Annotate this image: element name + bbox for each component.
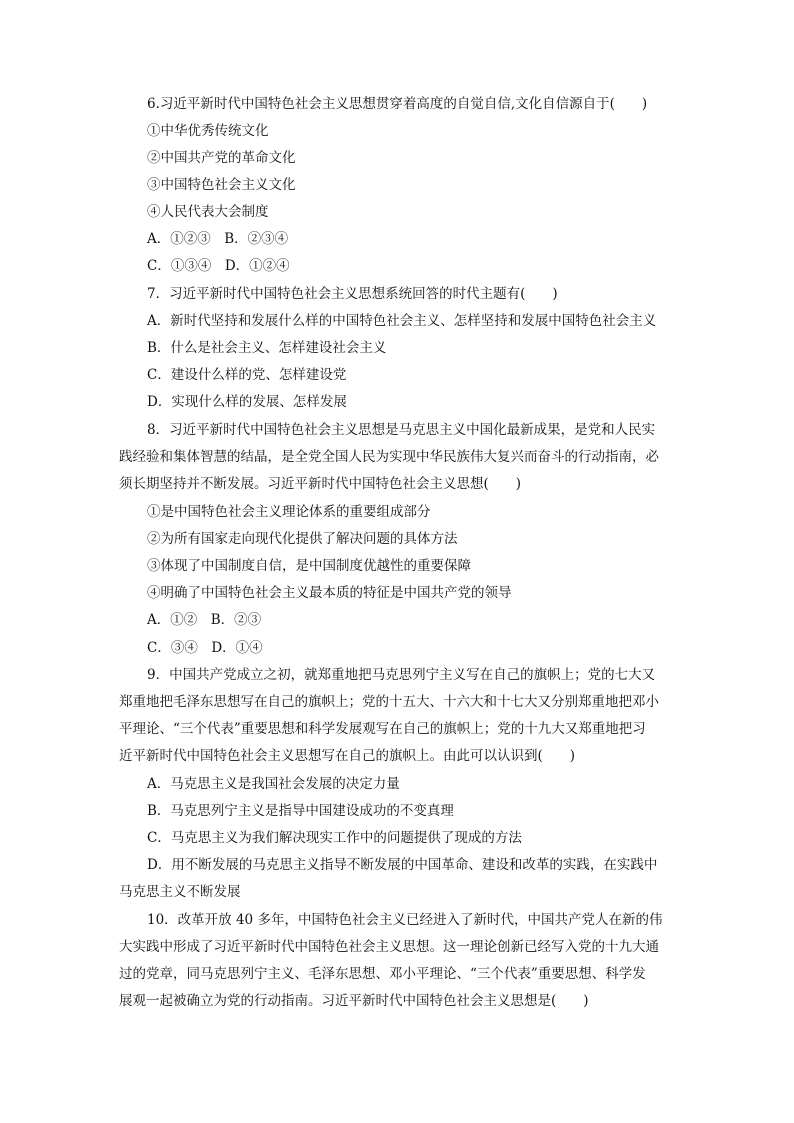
question-stem: 须长期坚持并不断发展。习近平新时代中国特色社会主义思想( ) [119,476,522,492]
statement-item: ①是中国特色社会主义理论体系的重要组成部分 [147,504,431,520]
question-stem: 展观一起被确立为党的行动指南。习近平新时代中国特色社会主义思想是( ) [119,993,589,1009]
statement-item: ④明确了中国特色社会主义最本质的特征是中国共产党的领导 [147,585,512,601]
answer-option: B．马克思列宁主义是指导中国建设成功的不变真理 [147,803,454,819]
question-stem: 9．中国共产党成立之初，就郑重地把马克思列宁主义写在自己的旗帜上；党的七大又 [147,667,656,683]
question-stem: 平理论、“三个代表”重要思想和科学发展观写在自己的旗帜上；党的十九大又郑重地把习 [119,721,646,737]
question-stem: 郑重地把毛泽东思想写在自己的旗帜上；党的十五大、十六大和十七大又分别郑重地把邓小 [119,694,659,710]
question-stem: 大实践中形成了习近平新时代中国特色社会主义思想。这一理论创新已经写入党的十九大通 [119,939,659,955]
answer-options: A．①② B．②③ [147,612,262,628]
statement-item: ②为所有国家走向现代化提供了解决问题的具体方法 [147,531,458,547]
question-stem: 近平新时代中国特色社会主义思想写在自己的旗帜上。由此可以认识到( ) [119,748,576,764]
question-stem: 8．习近平新时代中国特色社会主义思想是马克思主义中国化最新成果，是党和人民实 [147,422,656,438]
answer-options: C．①③④ D．①②④ [147,258,290,274]
question-stem: 6.习近平新时代中国特色社会主义思想贯穿着高度的自觉自信,文化自信源自于( ) [147,96,648,112]
answer-options: C．③④ D．①④ [147,640,263,656]
statement-item: ③中国特色社会主义文化 [147,177,296,193]
answer-option: C．马克思主义为我们解决现实工作中的问题提供了现成的方法 [147,830,522,846]
answer-option: C．建设什么样的党、怎样建设党 [147,367,347,383]
answer-option: A．马克思主义是我国社会发展的决定力量 [147,776,400,792]
question-stem: 过的党章，同马克思列宁主义、毛泽东思想、邓小平理论、“三个代表”重要思想、科学发 [119,966,646,982]
statement-item: ②中国共产党的革命文化 [147,150,296,166]
answer-options: A．①②③ B．②③④ [147,231,289,247]
answer-option: A．新时代坚持和发展什么样的中国特色社会主义、怎样坚持和发展中国特色社会主义 [147,313,657,329]
answer-option: B．什么是社会主义、怎样建设社会主义 [147,340,387,356]
answer-option: D．实现什么样的发展、怎样发展 [147,394,347,410]
statement-item: ①中华优秀传统文化 [147,123,269,139]
answer-option: D．用不断发展的马克思主义指导不断发展的中国革命、建设和改革的实践，在实践中 [147,857,658,873]
statement-item: ③体现了中国制度自信，是中国制度优越性的重要保障 [147,558,471,574]
answer-option-continuation: 马克思主义不断发展 [119,884,241,900]
question-stem: 7．习近平新时代中国特色社会主义思想系统回答的时代主题有( ) [147,286,558,302]
question-stem: 践经验和集体智慧的结晶，是全党全国人民为实现中华民族伟大复兴而奋斗的行动指南，必 [119,449,659,465]
statement-item: ④人民代表大会制度 [147,204,269,220]
question-stem: 10．改革开放 40 多年，中国特色社会主义已经进入了新时代，中国共产党人在新的伟 [147,912,663,928]
